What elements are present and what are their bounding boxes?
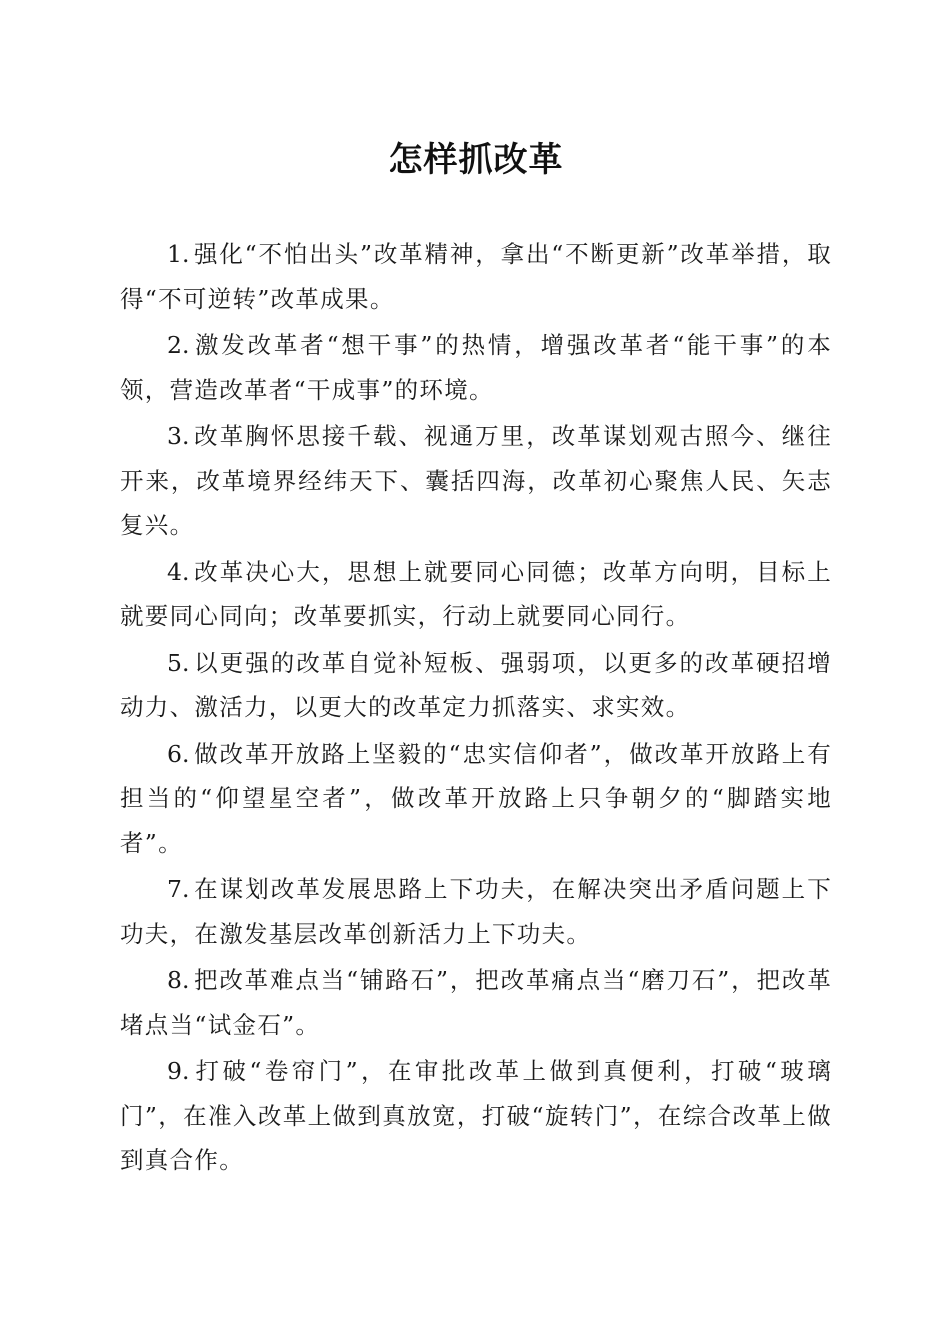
item-text: 以更强的改革自觉补短板、强弱项，以更多的改革硬招增动力、激活力，以更大的改革定力抓落实、求实效。 [120,648,832,721]
item-text: 打破“卷帘门”，在审批改革上做到真便利，打破“玻璃门”，在准入改革上做到真放宽，打破“旋转门”，在综合改革上做到真合作。 [120,1057,832,1174]
item-text: 激发改革者“想干事”的热情，增强改革者“能干事”的本领，营造改革者“干成事”的环境。 [120,331,832,404]
list-item [120,867,832,956]
item-number: 6. [167,739,190,768]
item-text: 做改革开放路上坚毅的“忠实信仰者”，做改革开放路上有担当的“仰望星空者”，做改革开放路上只争朝夕的“脚踏实地者”。 [120,739,832,857]
item-text: 强化“不怕出头”改革精神，拿出“不断更新”改革举措，取得“不可逆转”改革成果。 [120,240,832,313]
item-text: 在谋划改革发展思路上下功夫，在解决突出矛盾问题上下功夫，在激发基层改革创新活力上下功夫。 [120,875,832,948]
list-item [120,232,832,321]
item-number: 7. [167,875,190,903]
item-text: 改革决心大，思想上就要同心同德；改革方向明，目标上就要同心同向；改革要抓实，行动上就要同心同行。 [120,557,832,630]
item-number: 3. [167,422,190,450]
item-number: 5. [167,648,190,677]
document-title: 怎样抓改革 [388,140,564,180]
list-item [120,414,832,548]
list-item [120,323,832,412]
item-number: 2. [167,331,190,359]
item-text: 把改革难点当“铺路石”，把改革痛点当“磨刀石”，把改革堵点当“试金石”。 [120,966,832,1039]
item-number: 9. [167,1057,190,1085]
item-text: 改革胸怀思接千载、视通万里，改革谋划观古照今、继往开来，改革境界经纬天下、囊括四海，改革初心聚焦人民、矢志复兴。 [120,422,832,539]
list-item [120,550,832,639]
list-item [120,958,832,1047]
item-number: 4. [167,557,190,586]
list-item [120,641,832,730]
item-list [120,232,832,1183]
list-item [120,1049,832,1183]
item-number: 1. [167,240,190,268]
list-item [120,732,832,866]
item-number: 8. [167,966,190,994]
